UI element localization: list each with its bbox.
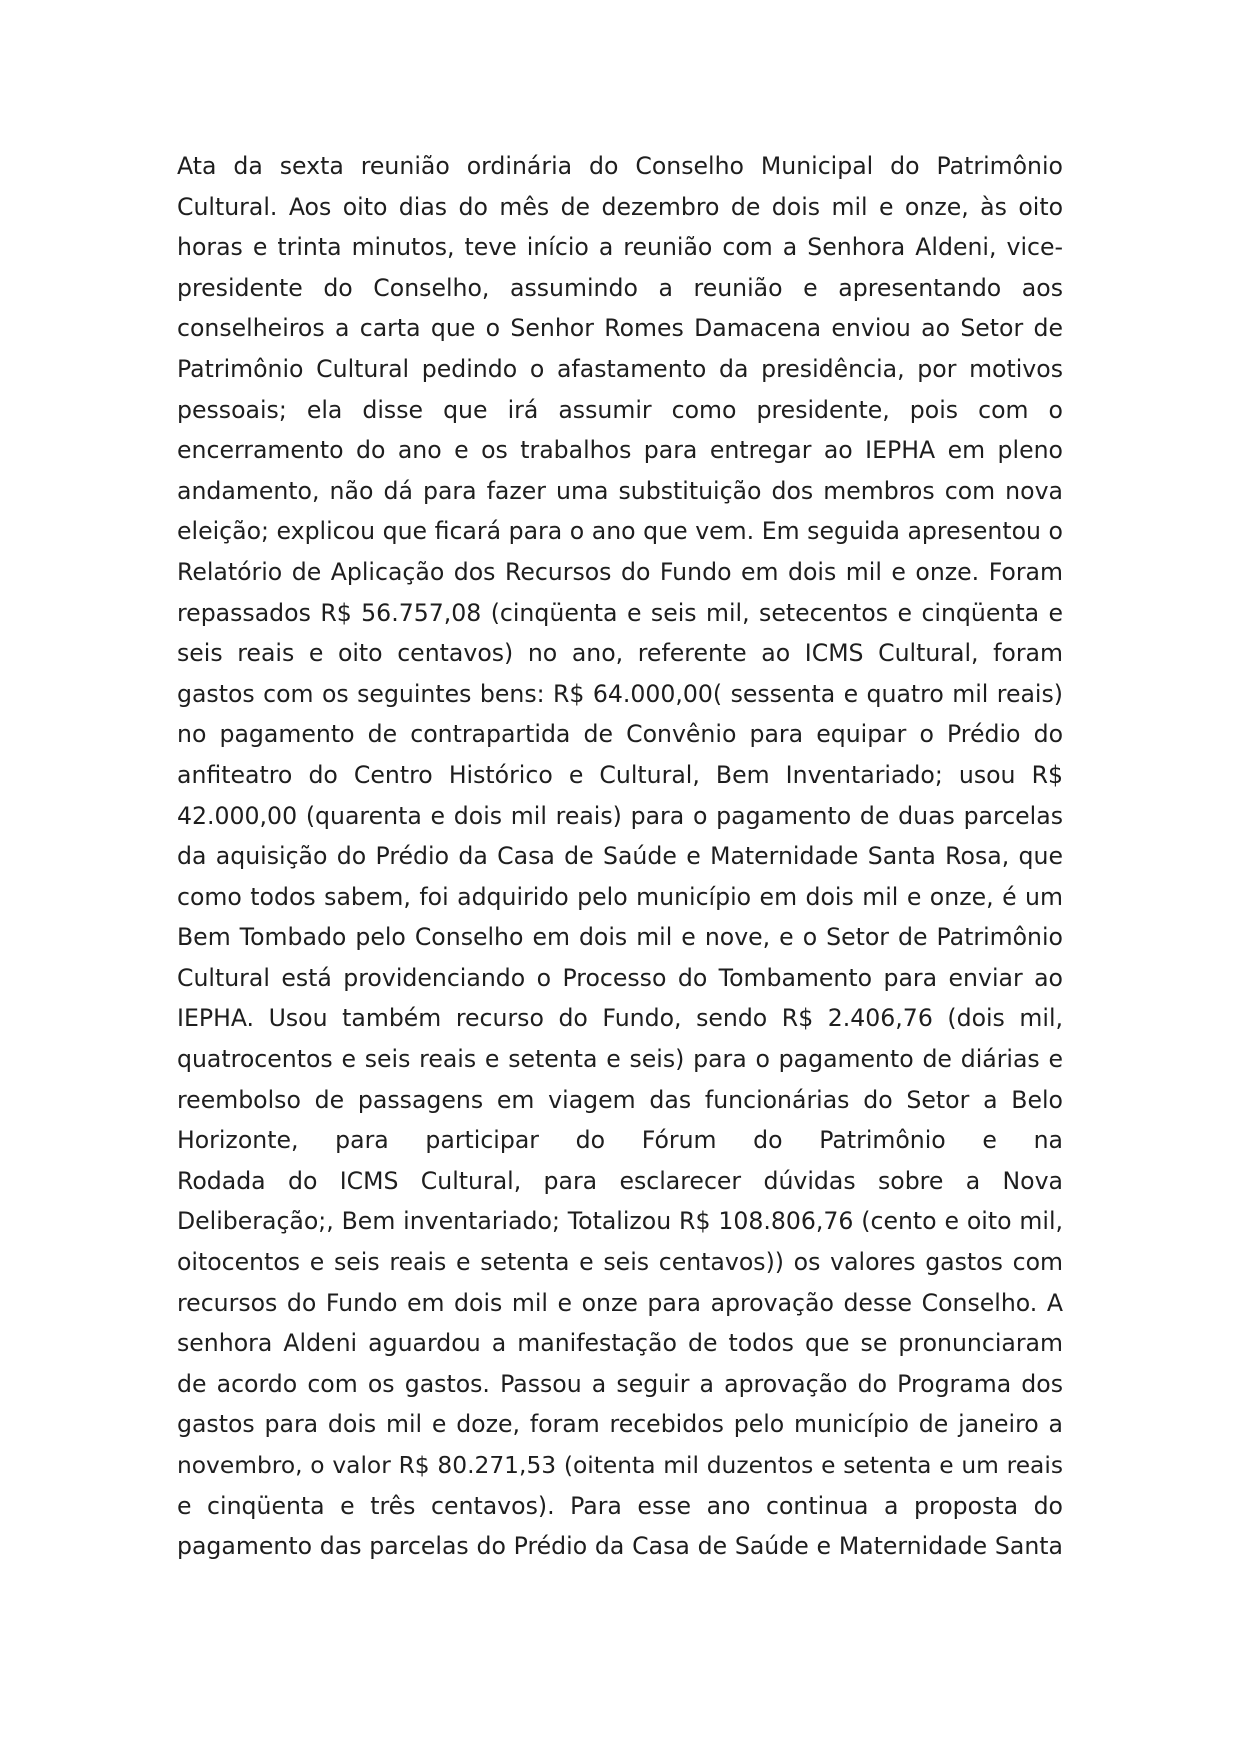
- text-line: Cultural. Aos oito dias do mês de dezembro de dois mil e onze, às oito: [177, 192, 1063, 221]
- text-line: de acordo com os gastos. Passou a seguir a aprovação do Programa dos: [177, 1369, 1063, 1398]
- text-line: conselheiros a carta que o Senhor Romes Damacena enviou ao Setor de: [177, 314, 1063, 343]
- text-line: gastos para dois mil e doze, foram recebidos pelo município de janeiro a: [177, 1410, 1063, 1439]
- text-line: Bem Tombado pelo Conselho em dois mil e nove, e o Setor de Patrimônio: [177, 923, 1063, 952]
- text-line: anfiteatro do Centro Histórico e Cultural, Bem Inventariado; usou R$: [177, 760, 1063, 789]
- text-line: reembolso de passagens em viagem das funcionárias do Setor a Belo: [177, 1085, 1063, 1114]
- text-line: no pagamento de contrapartida de Convênio para equipar o Prédio do: [177, 720, 1063, 749]
- text-line: Relatório de Aplicação dos Recursos do Fundo em dois mil e onze. Foram: [177, 557, 1063, 586]
- text-line: como todos sabem, foi adquirido pelo município em dois mil e onze, é um: [177, 882, 1063, 911]
- text-line: pessoais; ela disse que irá assumir como presidente, pois com o: [177, 395, 1063, 424]
- text-line: oitocentos e seis reais e setenta e seis centavos)) os valores gastos com: [177, 1248, 1063, 1277]
- text-line: Horizonte, para participar do Fórum do Patrimônio e na: [177, 1126, 1063, 1155]
- text-line: Deliberação;, Bem inventariado; Totalizou R$ 108.806,76 (cento e oito mil,: [177, 1207, 1063, 1236]
- text-line: pagamento das parcelas do Prédio da Casa de Saúde e Maternidade Santa: [177, 1532, 1063, 1561]
- text-line: gastos com os seguintes bens: R$ 64.000,00( sessenta e quatro mil reais): [177, 679, 1063, 708]
- text-line: presidente do Conselho, assumindo a reunião e apresentando aos: [177, 273, 1063, 302]
- text-line: 42.000,00 (quarenta e dois mil reais) para o pagamento de duas parcelas: [177, 801, 1063, 830]
- text-line: novembro, o valor R$ 80.271,53 (oitenta mil duzentos e setenta e um reais: [177, 1451, 1063, 1479]
- text-line: eleição; explicou que ficará para o ano que vem. Em seguida apresentou o: [177, 517, 1063, 546]
- text-line: recursos do Fundo em dois mil e onze para aprovação desse Conselho. A: [177, 1288, 1063, 1317]
- text-line: e cinqüenta e três centavos). Para esse ano continua a proposta do: [177, 1491, 1063, 1520]
- minutes-paragraph: [177, 146, 1063, 1567]
- text-line: seis reais e oito centavos) no ano, referente ao ICMS Cultural, foram: [177, 639, 1063, 668]
- text-line: Ata da sexta reunião ordinária do Conselho Municipal do Patrimônio: [177, 152, 1063, 180]
- text-line: horas e trinta minutos, teve início a reunião com a Senhora Aldeni, vice-: [177, 233, 1063, 262]
- text-line: Cultural está providenciando o Processo do Tombamento para enviar ao: [177, 963, 1063, 992]
- text-line: repassados R$ 56.757,08 (cinqüenta e seis mil, setecentos e cinqüenta e: [177, 598, 1063, 627]
- text-line: IEPHA. Usou também recurso do Fundo, sendo R$ 2.406,76 (dois mil,: [177, 1004, 1063, 1033]
- text-line: Rodada do ICMS Cultural, para esclarecer dúvidas sobre a Nova: [177, 1166, 1063, 1195]
- text-line: senhora Aldeni aguardou a manifestação de todos que se pronunciaram: [177, 1329, 1063, 1358]
- text-line: Patrimônio Cultural pedindo o afastamento da presidência, por motivos: [177, 354, 1063, 383]
- text-line: encerramento do ano e os trabalhos para entregar ao IEPHA em pleno: [177, 436, 1063, 465]
- text-line: quatrocentos e seis reais e setenta e seis) para o pagamento de diárias e: [177, 1045, 1063, 1074]
- text-line: da aquisição do Prédio da Casa de Saúde e Maternidade Santa Rosa, que: [177, 842, 1063, 871]
- text-line: andamento, não dá para fazer uma substituição dos membros com nova: [177, 476, 1063, 505]
